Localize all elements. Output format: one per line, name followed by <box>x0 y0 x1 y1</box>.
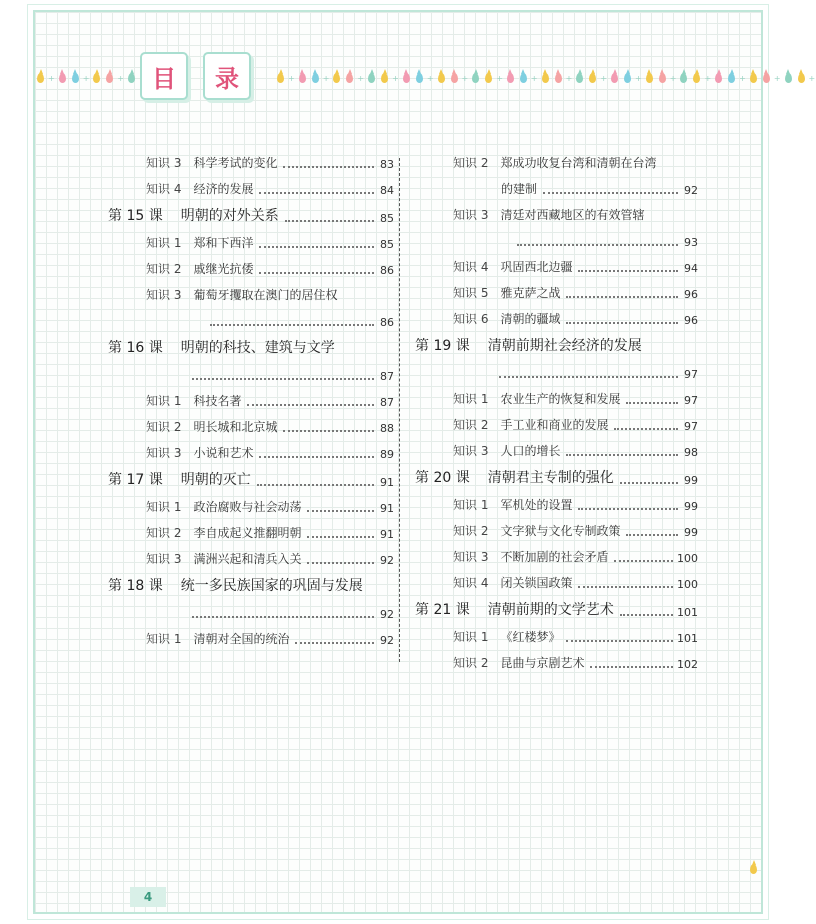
drop-icon <box>611 73 618 83</box>
lesson-title: 统一多民族国家的巩固与发展 <box>180 578 363 594</box>
knowledge-number: 知识 4 <box>453 260 489 274</box>
column-divider <box>399 158 400 662</box>
drop-icon <box>763 73 770 83</box>
knowledge-number: 知识 2 <box>146 262 182 276</box>
entry-title: 科技名著 <box>193 394 242 408</box>
leader-dots <box>566 639 673 642</box>
entry-title: 科学考试的变化 <box>193 156 278 170</box>
sparkle-icon: + <box>82 73 90 83</box>
drop-icon <box>106 73 113 83</box>
page-ref: 99 <box>684 526 698 539</box>
leader-dots <box>259 455 374 458</box>
title-char-2: 录 <box>215 64 239 93</box>
leader-dots <box>566 295 678 298</box>
entry-title: 戚继光抗倭 <box>193 262 254 276</box>
toc-entry-row[interactable] <box>108 150 394 176</box>
drop-icon <box>507 73 514 83</box>
lesson-number: 第 20 课 <box>415 470 470 486</box>
drop-icon <box>59 73 66 83</box>
decorative-drops-left <box>34 66 138 90</box>
toc-entry-row[interactable] <box>108 520 394 546</box>
page-ref: 97 <box>684 394 698 407</box>
leader-dots <box>566 321 678 324</box>
knowledge-number: 知识 2 <box>146 526 182 540</box>
toc-entry-row[interactable] <box>415 228 698 254</box>
entry-title: 《红楼梦》 <box>500 630 561 644</box>
knowledge-number: 知识 3 <box>453 550 489 564</box>
sparkle-icon: + <box>426 73 434 83</box>
page-ref: 87 <box>380 396 394 409</box>
knowledge-number: 知识 3 <box>453 444 489 458</box>
sparkle-icon: + <box>530 73 538 83</box>
toc-lesson-row[interactable] <box>415 596 698 624</box>
knowledge-number: 知识 1 <box>146 236 182 250</box>
leader-dots <box>620 613 673 616</box>
sparkle-icon: + <box>773 73 781 83</box>
entry-title: 农业生产的恢复和发展 <box>500 392 621 406</box>
page-ref: 96 <box>684 288 698 301</box>
sparkle-icon: + <box>635 73 642 83</box>
drop-icon <box>451 73 458 83</box>
page-ref: 97 <box>684 368 698 381</box>
toc-entry-row[interactable] <box>108 282 394 308</box>
sparkle-icon: + <box>357 73 365 83</box>
toc-entry-row[interactable] <box>108 256 394 282</box>
knowledge-number: 知识 3 <box>146 156 182 170</box>
toc-entry-row[interactable] <box>415 412 698 438</box>
drop-icon <box>299 73 306 83</box>
page-ref: 102 <box>677 658 698 671</box>
leader-dots <box>590 665 673 668</box>
knowledge-number: 知识 6 <box>453 312 489 326</box>
entry-title: 小说和艺术 <box>193 446 254 460</box>
drop-icon <box>333 73 340 83</box>
knowledge-number: 知识 5 <box>453 286 489 300</box>
drop-icon <box>472 73 479 83</box>
leader-dots <box>307 561 374 564</box>
lesson-title: 明朝的科技、建筑与文学 <box>180 340 335 356</box>
drop-icon <box>520 73 527 83</box>
sparkle-icon: + <box>322 73 330 83</box>
page-ref: 99 <box>684 474 698 487</box>
entry-title: 葡萄牙攫取在澳门的居住权 <box>193 288 338 302</box>
leader-dots <box>566 453 678 456</box>
decorative-drops-right <box>274 66 816 90</box>
sparkle-icon: + <box>704 73 712 83</box>
toc-lesson-row[interactable] <box>108 466 394 494</box>
leader-dots <box>295 641 374 644</box>
toc-entry-row[interactable] <box>415 306 698 332</box>
knowledge-number: 知识 2 <box>146 420 182 434</box>
toc-entry-row[interactable] <box>415 280 698 306</box>
page-ref: 85 <box>380 238 394 251</box>
entry-title: 人口的增长 <box>500 444 561 458</box>
page-number <box>130 887 166 907</box>
toc-entry-row[interactable] <box>108 414 394 440</box>
lesson-number: 第 17 课 <box>108 472 163 488</box>
leader-dots <box>578 507 678 510</box>
drop-icon <box>693 73 700 83</box>
sparkle-icon: + <box>288 73 295 83</box>
leader-dots <box>259 191 374 194</box>
toc-lesson-row[interactable] <box>415 464 698 492</box>
lesson-number: 第 21 课 <box>415 602 470 618</box>
leader-dots <box>307 509 374 512</box>
lesson-number: 第 18 课 <box>108 578 163 594</box>
knowledge-number: 知识 1 <box>453 630 489 644</box>
entry-title: 昆曲与京剧艺术 <box>500 656 585 670</box>
title-char-box-1 <box>140 52 188 100</box>
sparkle-icon: + <box>808 73 816 83</box>
sparkle-icon: + <box>669 73 677 83</box>
page-ref: 92 <box>380 608 394 621</box>
page-ref: 101 <box>677 606 698 619</box>
toc-lesson-row[interactable] <box>415 360 698 386</box>
toc-lesson-row[interactable] <box>108 334 394 362</box>
knowledge-number: 知识 4 <box>453 576 489 590</box>
drop-icon <box>750 73 757 83</box>
entry-title: 李自成起义推翻明朝 <box>193 526 302 540</box>
entry-title: 手工业和商业的发展 <box>500 418 609 432</box>
page-ref: 86 <box>380 316 394 329</box>
title-char-1: 目 <box>152 64 176 93</box>
toc-entry-row[interactable] <box>415 570 698 596</box>
toc-entry-row[interactable] <box>415 624 698 650</box>
page-ref: 94 <box>684 262 698 275</box>
knowledge-number: 知识 2 <box>453 524 489 538</box>
leader-dots <box>283 429 374 432</box>
corner-drop-icon <box>750 864 757 874</box>
page-ref: 85 <box>380 212 394 225</box>
leader-dots <box>578 269 678 272</box>
drop-icon <box>485 73 492 83</box>
lesson-number: 第 15 课 <box>108 208 163 224</box>
toc-entry-row[interactable] <box>108 230 394 256</box>
page-number-text: 4 <box>143 890 153 904</box>
entry-title: 明长城和北京城 <box>193 420 278 434</box>
knowledge-number: 知识 3 <box>146 446 182 460</box>
toc-entry-row[interactable] <box>108 440 394 466</box>
leader-dots <box>517 243 678 246</box>
page-ref: 89 <box>380 448 394 461</box>
drop-icon <box>72 73 79 83</box>
knowledge-number: 知识 1 <box>453 498 489 512</box>
drop-icon <box>576 73 583 83</box>
drop-icon <box>659 73 666 83</box>
knowledge-number: 知识 3 <box>453 208 489 222</box>
drop-icon <box>128 73 135 83</box>
entry-title: 经济的发展 <box>193 182 254 196</box>
lesson-number: 第 16 课 <box>108 340 163 356</box>
page-ref: 101 <box>677 632 698 645</box>
page-ref: 96 <box>684 314 698 327</box>
page-ref: 86 <box>380 264 394 277</box>
drop-icon <box>555 73 562 83</box>
toc-lesson-row[interactable] <box>108 600 394 626</box>
entry-title: 文字狱与文化专制政策 <box>500 524 621 538</box>
toc-lesson-row[interactable] <box>108 202 394 230</box>
knowledge-number: 知识 1 <box>146 632 182 646</box>
entry-title: 不断加剧的社会矛盾 <box>500 550 609 564</box>
toc-entry-row[interactable] <box>108 626 394 652</box>
page-ref: 91 <box>380 502 394 515</box>
drop-icon <box>416 73 423 83</box>
toc-entry-row[interactable] <box>415 544 698 570</box>
toc-entry-row[interactable] <box>415 518 698 544</box>
page-ref: 97 <box>684 420 698 433</box>
toc-entry-row[interactable] <box>415 202 698 228</box>
entry-title: 的建制 <box>501 182 538 196</box>
page-ref: 88 <box>380 422 394 435</box>
drop-icon <box>542 73 549 83</box>
toc-entry-row[interactable] <box>415 438 698 464</box>
toc-entry-row[interactable] <box>415 650 698 676</box>
toc-lesson-row[interactable] <box>415 332 698 360</box>
leader-dots <box>626 533 678 536</box>
entry-title: 满洲兴起和清兵入关 <box>193 552 302 566</box>
entry-title: 清廷对西藏地区的有效管辖 <box>500 208 645 222</box>
drop-icon <box>403 73 410 83</box>
title-char-box-2 <box>203 52 251 100</box>
page-ref: 99 <box>684 500 698 513</box>
sparkle-icon: + <box>48 73 55 83</box>
toc-entry-row[interactable] <box>108 388 394 414</box>
drop-icon <box>37 73 44 83</box>
drop-icon <box>368 73 375 83</box>
lesson-number: 第 19 课 <box>415 338 470 354</box>
entry-title: 雅克萨之战 <box>500 286 561 300</box>
page-ref: 91 <box>380 476 394 489</box>
drop-icon <box>728 73 735 83</box>
page-ref: 98 <box>684 446 698 459</box>
leader-dots <box>620 481 678 484</box>
leader-dots <box>614 427 678 430</box>
leader-dots <box>247 403 374 406</box>
toc-entry-row[interactable] <box>108 308 394 334</box>
drop-icon <box>312 73 319 83</box>
drop-icon <box>715 73 722 83</box>
toc-entry-row[interactable] <box>415 150 698 176</box>
knowledge-number: 知识 1 <box>146 394 182 408</box>
page-ref: 84 <box>380 184 394 197</box>
toc-entry-row[interactable] <box>108 546 394 572</box>
toc-lesson-row[interactable] <box>108 572 394 600</box>
knowledge-number: 知识 2 <box>453 156 489 170</box>
leader-dots <box>499 375 678 378</box>
lesson-title: 明朝的灭亡 <box>180 472 251 488</box>
leader-dots <box>210 323 374 326</box>
leader-dots <box>259 271 374 274</box>
entry-title: 政治腐败与社会动荡 <box>193 500 302 514</box>
drop-icon <box>680 73 687 83</box>
page-ref: 100 <box>677 552 698 565</box>
knowledge-number: 知识 2 <box>453 656 489 670</box>
leader-dots <box>285 219 374 222</box>
leader-dots <box>192 377 374 380</box>
drop-icon <box>277 73 284 83</box>
drop-icon <box>798 73 805 83</box>
leader-dots <box>257 483 374 486</box>
toc-entry-row[interactable] <box>415 492 698 518</box>
page-ref: 93 <box>684 236 698 249</box>
leader-dots <box>192 615 374 618</box>
toc-entry-row[interactable] <box>415 254 698 280</box>
toc-entry-row[interactable] <box>108 494 394 520</box>
sparkle-icon: + <box>496 73 503 83</box>
sparkle-icon: + <box>600 73 608 83</box>
page-ref: 91 <box>380 528 394 541</box>
page-ref: 83 <box>380 158 394 171</box>
knowledge-number: 知识 2 <box>453 418 489 432</box>
knowledge-number: 知识 4 <box>146 182 182 196</box>
entry-title: 巩固西北边疆 <box>500 260 573 274</box>
toc-entry-row[interactable] <box>415 386 698 412</box>
drop-icon <box>646 73 653 83</box>
lesson-title: 清朝前期的文学艺术 <box>487 602 614 618</box>
drop-icon <box>589 73 596 83</box>
page-ref: 100 <box>677 578 698 591</box>
leader-dots <box>543 191 678 194</box>
page-ref: 92 <box>380 634 394 647</box>
leader-dots <box>578 585 673 588</box>
toc-lesson-row[interactable] <box>108 362 394 388</box>
drop-icon <box>438 73 445 83</box>
sparkle-icon: + <box>117 73 125 83</box>
leader-dots <box>259 245 374 248</box>
page-ref: 92 <box>380 554 394 567</box>
sparkle-icon: + <box>461 73 469 83</box>
lesson-title: 清朝前期社会经济的发展 <box>487 338 642 354</box>
drop-icon <box>346 73 353 83</box>
knowledge-number: 知识 1 <box>146 500 182 514</box>
leader-dots <box>614 559 673 562</box>
leader-dots <box>283 165 374 168</box>
entry-title: 郑和下西洋 <box>193 236 254 250</box>
entry-title: 闭关锁国政策 <box>500 576 573 590</box>
sparkle-icon: + <box>565 73 573 83</box>
drop-icon <box>93 73 100 83</box>
toc-entry-row[interactable] <box>108 176 394 202</box>
entry-title: 军机处的设置 <box>500 498 573 512</box>
leader-dots <box>307 535 374 538</box>
toc-right-column <box>415 150 698 676</box>
entry-title: 清朝对全国的统治 <box>193 632 290 646</box>
entry-title: 清朝的疆域 <box>500 312 561 326</box>
leader-dots <box>626 401 678 404</box>
drop-icon <box>785 73 792 83</box>
knowledge-number: 知识 3 <box>146 288 182 302</box>
drop-icon <box>381 73 388 83</box>
drop-icon <box>624 73 631 83</box>
entry-title: 郑成功收复台湾和清朝在台湾 <box>500 156 657 170</box>
lesson-title: 明朝的对外关系 <box>180 208 279 224</box>
knowledge-number: 知识 3 <box>146 552 182 566</box>
lesson-title: 清朝君主专制的强化 <box>487 470 614 486</box>
toc-entry-row[interactable] <box>415 176 698 202</box>
sparkle-icon: + <box>392 73 399 83</box>
page-ref: 87 <box>380 370 394 383</box>
toc-left-column <box>108 150 394 652</box>
page-ref: 92 <box>684 184 698 197</box>
sparkle-icon: + <box>739 73 746 83</box>
knowledge-number: 知识 1 <box>453 392 489 406</box>
